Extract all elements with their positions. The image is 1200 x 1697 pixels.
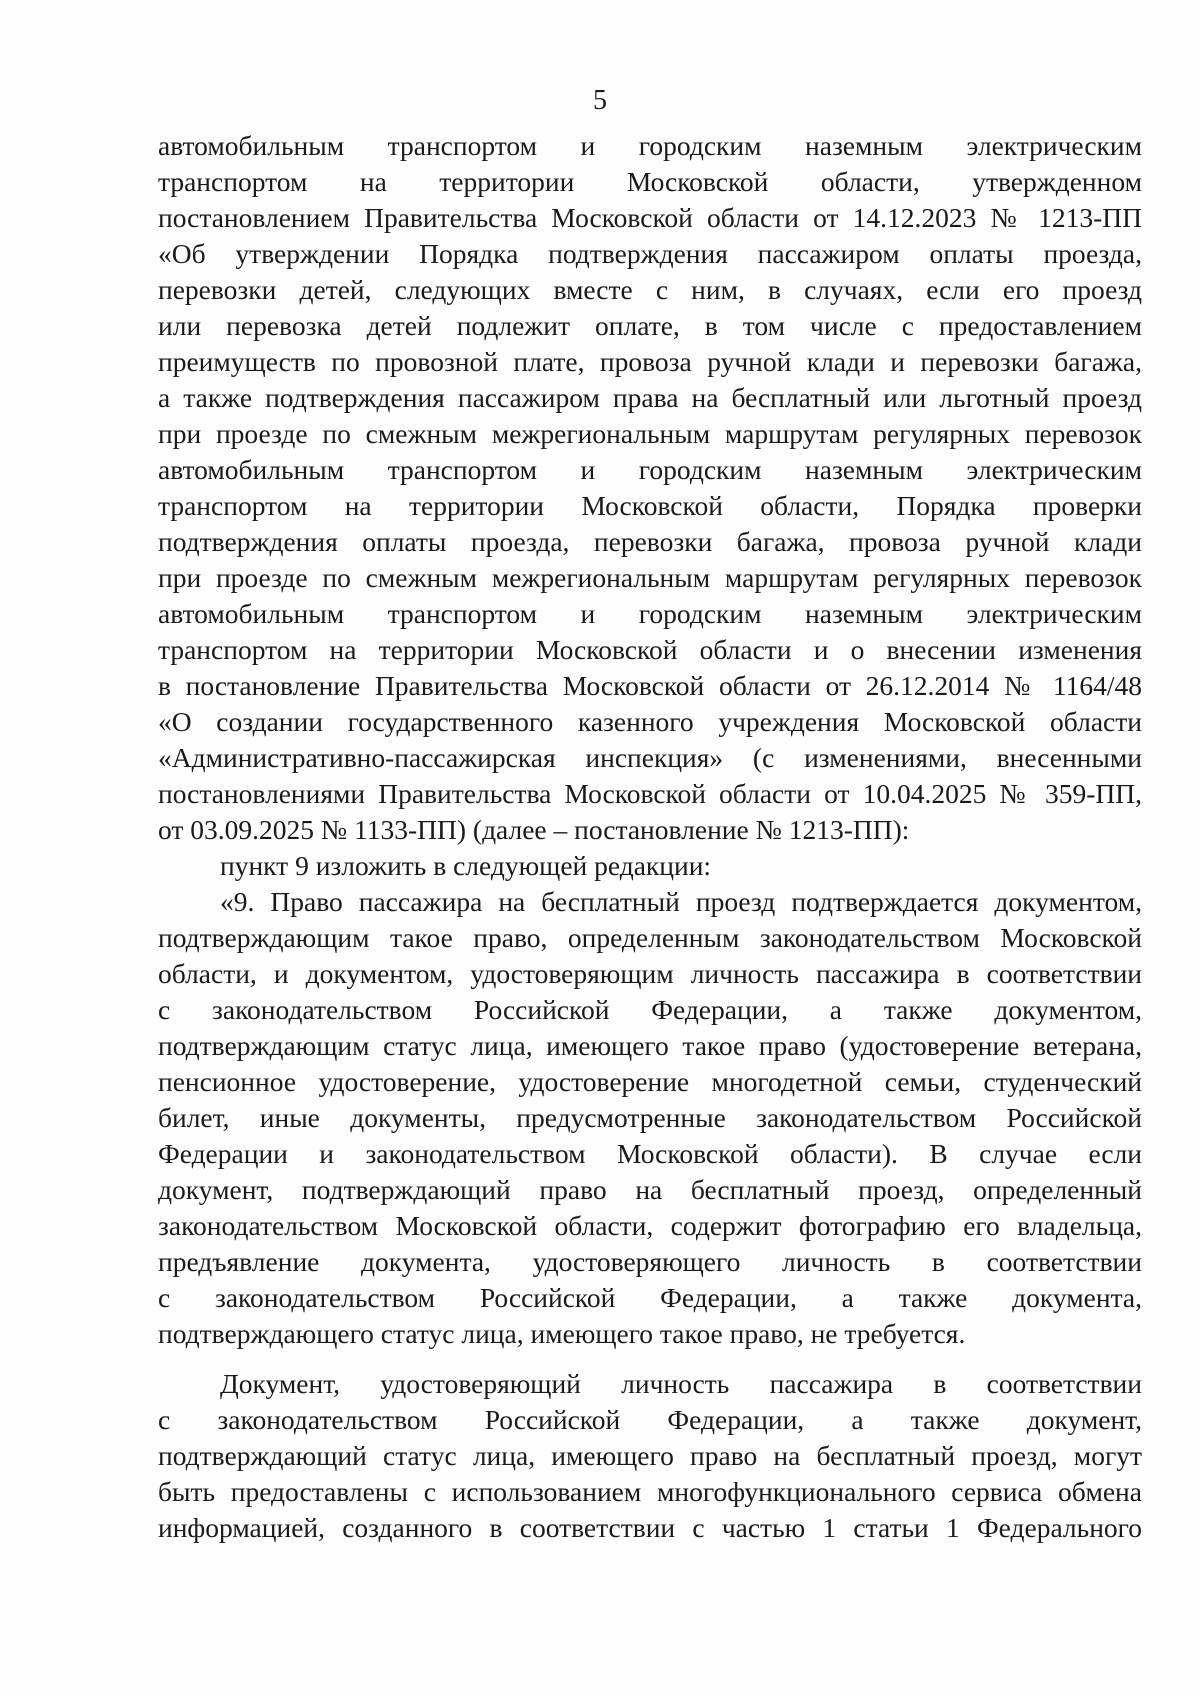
text-line: «Административно-пассажирская инспекция» (с изменениями, внесенными [158,742,1142,773]
text-line: пункт 9 изложить в следующей редакции: [220,850,712,881]
text-line: автомобильным транспортом и городским наземным электрическим [158,454,1142,485]
text-line: области, и документом, удостоверяющим личность пассажира в соответствии [158,958,1142,989]
text-line: законодательством Московской области, содержит фотографию его владельца, [158,1210,1142,1241]
paragraph-instruction [158,848,1142,884]
page-number: 5 [593,85,607,116]
text-line: транспортом на территории Московской области, Порядка проверки [158,490,1142,521]
text-line: а также подтверждения пассажиром права на бесплатный или льготный проезд [158,382,1142,413]
text-line: «О создании государственного казенного учреждения Московской области [158,706,1142,737]
text-line: с законодательством Российской Федерации, а также документом, [158,994,1142,1025]
text-line: при проезде по смежным межрегиональным маршрутам регулярных перевозок [158,562,1142,593]
text-line: автомобильным транспортом и городским наземным электрическим [158,598,1142,629]
text-line: от 03.09.2025 № 1133-ПП) (далее – постановление № 1213-ПП): [158,814,910,845]
paragraph-identity-document [158,1366,1142,1546]
paragraph-spacer [158,1352,1142,1366]
text-line: билет, иные документы, предусмотренные законодательством Российской [158,1102,1142,1133]
body-text [158,128,1142,1546]
text-line: постановлением Правительства Московской области от 14.12.2023 № 1213-ПП [158,202,1142,233]
paragraph-decree-reference [158,128,1142,848]
text-line: документ, подтверждающий право на бесплатный проезд, определенный [158,1174,1142,1205]
text-line: автомобильным транспортом и городским наземным электрическим [158,130,1142,161]
text-line: транспортом на территории Московской области, утвержденном [158,166,1142,197]
text-line: Документ, удостоверяющий личность пассажира в соответствии [220,1368,1142,1399]
text-line: перевозки детей, следующих вместе с ним, в случаях, если его проезд [158,274,1142,305]
text-line: преимуществ по провозной плате, провоза ручной клади и перевозки багажа, [158,346,1142,377]
text-line: с законодательством Российской Федерации, а также документ, [158,1404,1142,1435]
text-line: подтверждающим статус лица, имеющего такое право (удостоверение ветерана, [158,1030,1142,1061]
paragraph-clause-9 [158,884,1142,1352]
text-line: при проезде по смежным межрегиональным маршрутам регулярных перевозок [158,418,1142,449]
text-line: предъявление документа, удостоверяющего личность в соответствии [158,1246,1142,1277]
text-line: Федерации и законодательством Московской области). В случае если [158,1138,1142,1169]
text-line: с законодательством Российской Федерации, а также документа, [158,1282,1142,1313]
text-line: подтверждающим такое право, определенным законодательством Московской [158,922,1142,953]
text-line: в постановление Правительства Московской области от 26.12.2014 № 1164/48 [158,670,1142,701]
text-line: транспортом на территории Московской области и о внесении изменения [158,634,1142,665]
text-line: «Об утверждении Порядка подтверждения пассажиром оплаты проезда, [158,238,1142,269]
text-line: быть предоставлены с использованием многофункционального сервиса обмена [158,1476,1142,1507]
text-line: информацией, созданного в соответствии с частью 1 статьи 1 Федерального [158,1512,1142,1543]
text-line: «9. Право пассажира на бесплатный проезд подтверждается документом, [220,886,1142,917]
text-line: подтверждающий статус лица, имеющего право на бесплатный проезд, могут [158,1440,1142,1471]
text-line: постановлениями Правительства Московской области от 10.04.2025 № 359-ПП, [158,778,1142,809]
text-line: подтверждения оплаты проезда, перевозки багажа, провоза ручной клади [158,526,1142,557]
text-line: подтверждающего статус лица, имеющего такое право, не требуется. [158,1318,966,1349]
text-line: пенсионное удостоверение, удостоверение многодетной семьи, студенческий [158,1066,1142,1097]
text-line: или перевозка детей подлежит оплате, в том числе с предоставлением [158,310,1142,341]
